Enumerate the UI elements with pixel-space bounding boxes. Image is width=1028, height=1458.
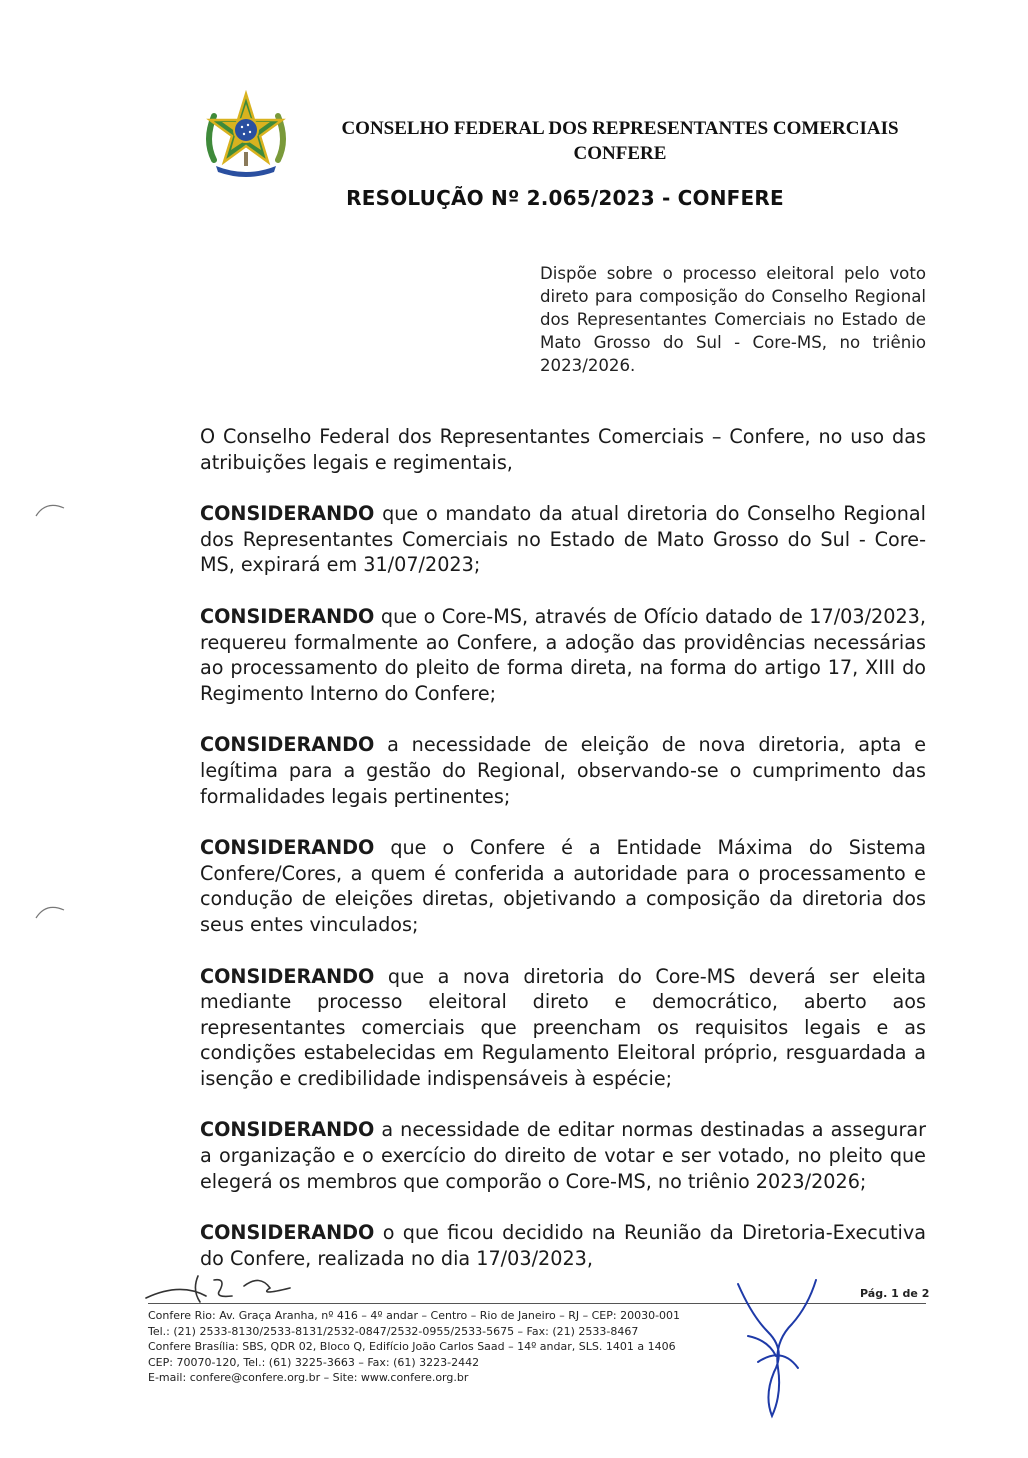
considerando-paragraph (200, 964, 926, 1092)
organization-name: CONSELHO FEDERAL DOS REPRESENTANTES COMERCIAIS (341, 118, 899, 139)
considerando-paragraph (200, 732, 926, 809)
resolution-summary: Dispõe sobre o processo eleitoral pelo voto direto para composição do Conselho Regional dos Representantes Comerciais no Estado de Mato Grosso do Sul - Core-MS, no triênio 2023/2026. (540, 264, 926, 375)
considerando-text: a necessidade de eleição de nova diretoria, apta e legítima para a gestão do Regional, observando-se o cumprimento das formalidades legais pertinentes; (200, 733, 926, 808)
intro-paragraph: O Conselho Federal dos Representantes Comerciais – Confere, no uso das atribuições legais e regimentais, (200, 425, 926, 474)
considerando-label: CONSIDERANDO (200, 964, 375, 988)
considerando-paragraph (200, 1117, 926, 1194)
considerando-text: que o mandato da atual diretoria do Conselho Regional dos Representantes Comerciais no Estado de Mato Grosso do Sul - Core-MS, expirará em 31/07/2023; (200, 502, 926, 577)
footer-line: E-mail: confere@confere.org.br – Site: www.confere.org.br (148, 1371, 469, 1384)
footer-line: Confere Rio: Av. Graça Aranha, nº 416 – 4º andar – Centro – Rio de Janeiro – RJ – CEP: 20030-001 (148, 1309, 681, 1322)
considerando-label: CONSIDERANDO (200, 836, 375, 860)
considerando-text: que o Confere é a Entidade Máxima do Sistema Confere/Cores, a quem é conferida a autoridade para o processamento e condução de eleições diretas, objetivando a composição da diretoria dos seus entes vinculados; (200, 836, 926, 936)
footer-line: CEP: 70070-120, Tel.: (61) 3225-3663 – Fax: (61) 3223-2442 (148, 1355, 480, 1369)
page-number: Pág. 1 de 2 (860, 1287, 930, 1300)
considerando-text: o que ficou decidido na Reunião da Diretoria-Executiva do Confere, realizada no dia 17/03/2023, (200, 1221, 926, 1270)
handwritten-signature-icon (728, 1276, 828, 1426)
considerando-text: que o Core-MS, através de Ofício datado de 17/03/2023, requereu formalmente ao Confere, a adoção das providências necessárias ao processamento do pleito de forma direta, na forma do artigo 17, XIII do Regimento Interno do Confere; (200, 604, 926, 705)
footer-line: Tel.: (21) 2533-8130/2533-8131/2532-0847/2532-0955/2533-5675 – Fax: (21) 2533-8467 (148, 1324, 639, 1338)
resolution-body (200, 424, 926, 1297)
coat-of-arms-icon (200, 90, 292, 182)
footer-line: Confere Brasília: SBS, QDR 02, Bloco Q, Edifício João Carlos Saad – 14º andar, SLS. 1401 a 1406 (148, 1340, 676, 1353)
considerando-label: CONSIDERANDO (200, 604, 375, 628)
initials-signature-icon (140, 1268, 330, 1308)
punch-hole-mark-icon (34, 900, 68, 922)
considerando-text: a necessidade de editar normas destinadas a assegurar a organização e o exercício do direito de votar e ser votado, no pleito que elegerá os membros que comporão o Core-MS, no triênio 2023/2026; (200, 1118, 926, 1193)
considerando-text: que a nova diretoria do Core-MS deverá ser eleita mediante processo eleitoral direto e democrático, aberto aos representantes comerciais que preencham os requisitos legais e as condições estabelecidas em Regulamento Eleitoral próprio, resguardada a isenção e credibilidade indispensáveis à espécie; (200, 964, 926, 1090)
footer-contact (148, 1308, 748, 1386)
considerando-paragraph (200, 501, 926, 578)
considerando-label: CONSIDERANDO (200, 502, 375, 526)
organization-acronym: CONFERE (573, 143, 667, 164)
considerando-label: CONSIDERANDO (200, 1118, 375, 1142)
considerando-paragraph (200, 835, 926, 937)
considerando-label: CONSIDERANDO (200, 1221, 375, 1245)
resolution-title: RESOLUÇÃO Nº 2.065/2023 - CONFERE (346, 186, 784, 210)
considerando-paragraph (200, 1220, 926, 1271)
punch-hole-mark-icon (34, 498, 68, 520)
organization-header (300, 116, 940, 166)
considerando-paragraph (200, 604, 926, 706)
considerando-label: CONSIDERANDO (200, 733, 375, 757)
